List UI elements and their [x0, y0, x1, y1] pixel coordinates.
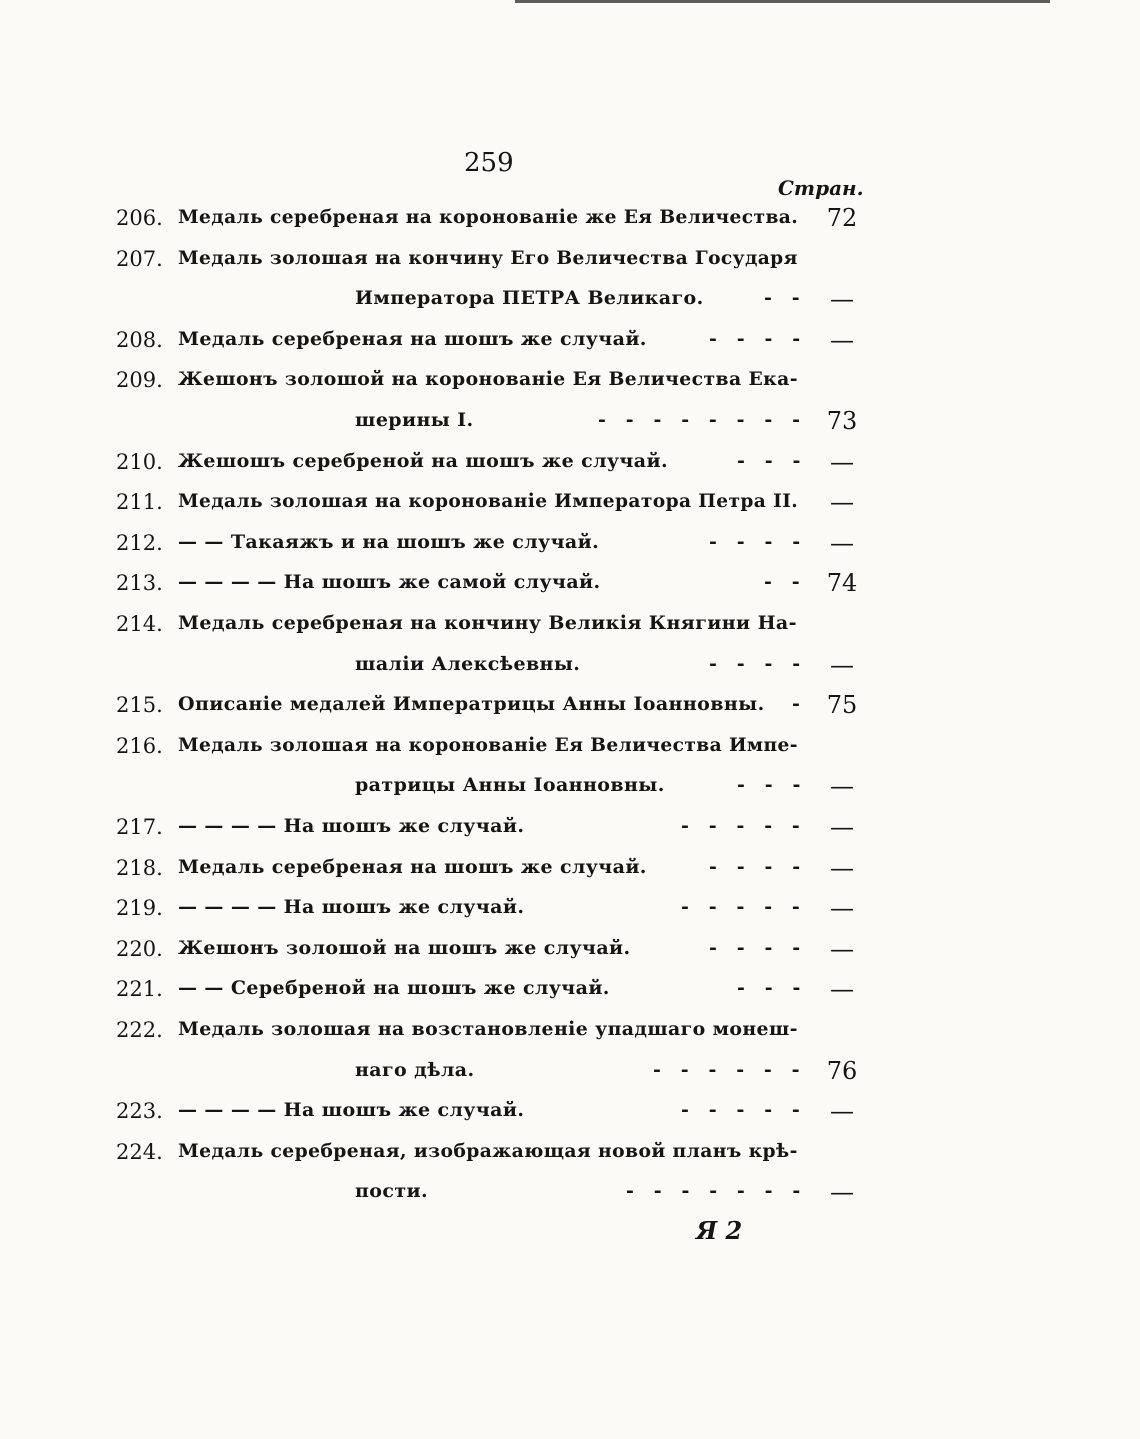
entry-number: 209.	[116, 368, 163, 392]
toc-entry-line	[0, 734, 1140, 770]
entry-number: 223.	[116, 1099, 163, 1123]
toc-entry-line	[0, 368, 1140, 404]
dot-leaders: - - - - -	[681, 815, 800, 837]
toc-entry-line	[0, 653, 1140, 689]
dot-leaders: - - - -	[709, 531, 801, 553]
dot-leaders: - - -	[737, 977, 801, 999]
dot-leaders: - - - - - - - -	[598, 409, 800, 431]
pages-column-heading: Стран.	[778, 176, 864, 200]
page-reference: —	[830, 326, 854, 354]
toc-entry-line	[0, 206, 1140, 242]
page-number: 259	[464, 148, 514, 178]
page-reference: 74	[826, 569, 858, 597]
entry-number: 210.	[116, 450, 163, 474]
entry-title: Медаль золошая на кончину Его Величества Государя	[178, 247, 798, 269]
entry-title: — — — — На шошъ же случай.	[178, 815, 525, 837]
entry-number: 211.	[116, 490, 163, 514]
entry-title: шаліи Алексѣевны.	[355, 653, 581, 675]
entry-number: 214.	[116, 612, 163, 636]
toc-entry-line	[0, 977, 1140, 1013]
entry-title: — — Серебреной на шошъ же случай.	[178, 977, 610, 999]
toc-entry-line	[0, 937, 1140, 973]
entry-title: — — — — На шошъ же случай.	[178, 1099, 525, 1121]
entry-number: 212.	[116, 531, 163, 555]
dot-leaders: - -	[764, 571, 800, 593]
entry-number: 213.	[116, 571, 163, 595]
dot-leaders: - - -	[737, 450, 801, 472]
entry-title: Медаль золошая на возстановленіе упадшаго монеш-	[178, 1018, 798, 1040]
entry-title: Медаль серебреная на шошъ же случай.	[178, 328, 647, 350]
page-reference: —	[830, 529, 854, 557]
entry-title: Медаль серебреная на шошъ же случай.	[178, 856, 647, 878]
entry-number: 222.	[116, 1018, 163, 1042]
toc-entry-line	[0, 693, 1140, 729]
dot-leaders: - - - - - - -	[626, 1180, 801, 1202]
page-reference: —	[830, 285, 854, 313]
dot-leaders: - - - - -	[681, 1099, 800, 1121]
entry-title: Медаль серебреная на коронованіе же Ея Величества.	[178, 206, 799, 228]
toc-entry-line	[0, 896, 1140, 932]
entry-title: Императора ПЕТРА Великаго.	[355, 287, 704, 309]
entry-number: 208.	[116, 328, 163, 352]
entry-number: 221.	[116, 977, 163, 1001]
entry-title: — — Такаяжъ и на шошъ же случай.	[178, 531, 600, 553]
toc-entry-line	[0, 531, 1140, 567]
page-reference: 73	[826, 407, 858, 435]
dot-leaders: - - - -	[709, 856, 801, 878]
entry-number: 207.	[116, 247, 163, 271]
entry-title: ратрицы Анны Іоанновны.	[355, 774, 665, 796]
toc-entry-line	[0, 490, 1140, 526]
entry-title: Жешонъ золошой на шошъ же случай.	[178, 937, 631, 959]
toc-entry-line	[0, 815, 1140, 851]
toc-entry-line	[0, 1099, 1140, 1135]
entry-number: 216.	[116, 734, 163, 758]
toc-entry-line	[0, 328, 1140, 364]
page-reference: —	[830, 1178, 854, 1206]
entry-number: 217.	[116, 815, 163, 839]
toc-entry-line	[0, 450, 1140, 486]
entry-title: Жешонъ золошой на коронованіе Ея Величества Ека-	[178, 368, 798, 390]
toc-entry-line	[0, 1018, 1140, 1054]
toc-entry-line	[0, 247, 1140, 283]
entry-number: 224.	[116, 1140, 163, 1164]
dot-leaders: - - - - -	[681, 896, 800, 918]
toc-entry-line	[0, 1140, 1140, 1176]
toc-entry-line	[0, 774, 1140, 810]
page-reference: —	[830, 975, 854, 1003]
entry-title: Описаніе медалей Императрицы Анны Іоанновны.	[178, 693, 765, 715]
page-reference: —	[830, 448, 854, 476]
entry-title: Медаль золошая на коронованіе Императора Петра II.	[178, 490, 799, 512]
toc-entry-line	[0, 1059, 1140, 1095]
page-reference: —	[830, 488, 854, 516]
page-reference: 76	[826, 1057, 858, 1085]
page-reference: 72	[826, 204, 858, 232]
page-reference: —	[830, 651, 854, 679]
printer-signature-mark: Я 2	[696, 1216, 743, 1245]
page-reference: —	[830, 813, 854, 841]
page-reference: —	[830, 1097, 854, 1125]
dot-leaders: - - - -	[709, 328, 801, 350]
page-reference: —	[830, 854, 854, 882]
toc-entry-line	[0, 287, 1140, 323]
entry-number: 218.	[116, 856, 163, 880]
dot-leaders: - - -	[737, 774, 801, 796]
page-reference: —	[830, 894, 854, 922]
entry-title: — — — — На шошъ же самой случай.	[178, 571, 601, 593]
toc-entry-line	[0, 856, 1140, 892]
dot-leaders: - - - -	[709, 937, 801, 959]
toc-entry-line	[0, 612, 1140, 648]
toc-entry-line	[0, 409, 1140, 445]
entry-title: Медаль серебреная на кончину Великія Княгини На-	[178, 612, 797, 634]
entry-title: Медаль золошая на коронованіе Ея Величества Импе-	[178, 734, 798, 756]
dot-leaders: -	[792, 693, 800, 715]
dot-leaders: - -	[764, 287, 800, 309]
page-reference: 75	[826, 691, 858, 719]
entry-number: 206.	[116, 206, 163, 230]
entry-number: 215.	[116, 693, 163, 717]
entry-title: — — — — На шошъ же случай.	[178, 896, 525, 918]
entry-number: 219.	[116, 896, 163, 920]
page-reference: —	[830, 935, 854, 963]
entry-title: Медаль серебреная, изображающая новой планъ крѣ-	[178, 1140, 798, 1162]
entry-title: пости.	[355, 1180, 429, 1202]
entry-title: шерины I.	[355, 409, 474, 431]
entry-title: Жешошъ серебреной на шошъ же случай.	[178, 450, 668, 472]
dot-leaders: - - - -	[709, 653, 801, 675]
page-reference: —	[830, 772, 854, 800]
toc-entry-line	[0, 1180, 1140, 1216]
dot-leaders: - - - - - -	[653, 1059, 800, 1081]
entry-title: наго дѣла.	[355, 1059, 475, 1081]
entry-number: 220.	[116, 937, 163, 961]
toc-entry-line	[0, 571, 1140, 607]
